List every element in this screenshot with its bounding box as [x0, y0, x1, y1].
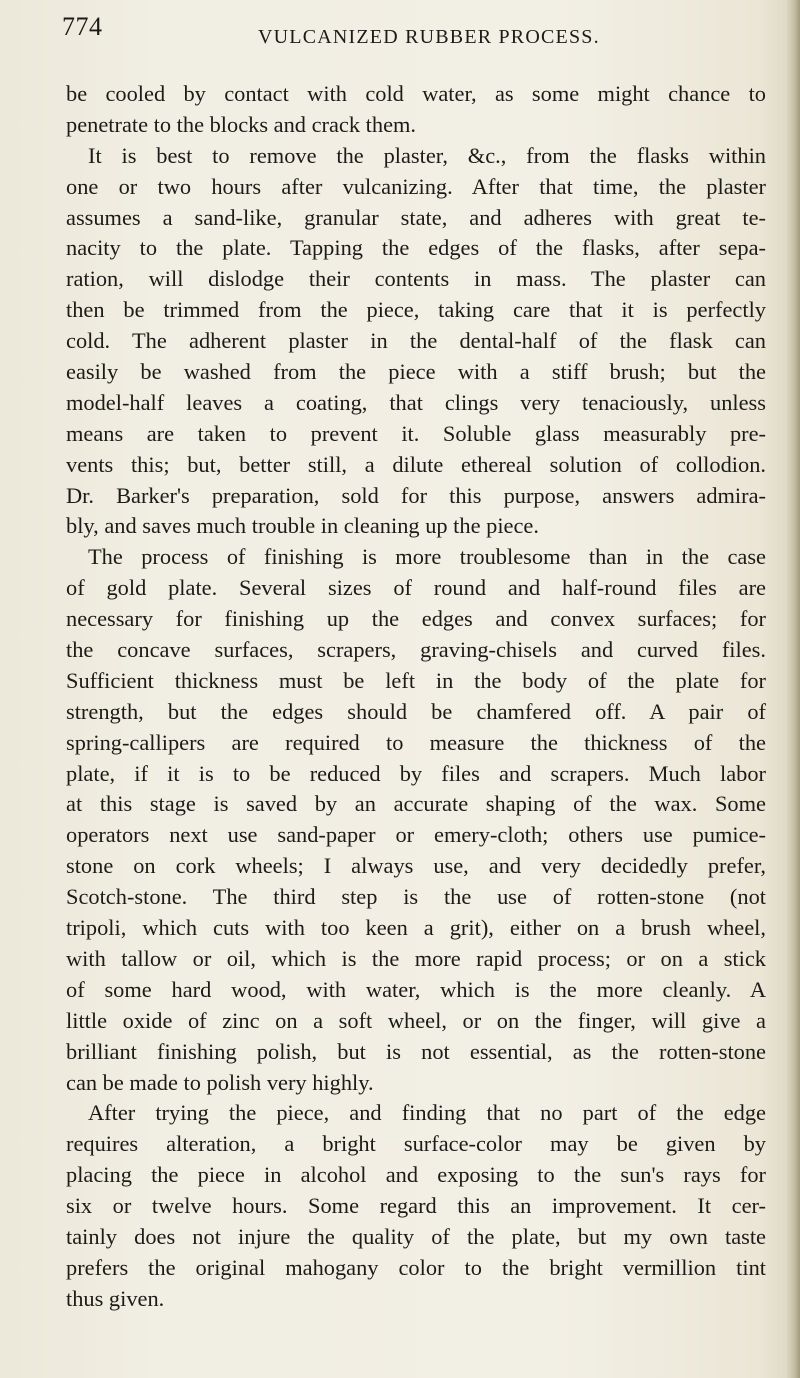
text-line: Sufficient thickness must be left in the body of the plate for	[66, 667, 766, 693]
text-line: It is best to remove the plaster, &c., from the flasks within	[88, 142, 766, 168]
paragraph	[66, 542, 766, 1098]
text-line: means are taken to prevent it. Soluble glass measurably pre-	[66, 420, 766, 446]
text-line: nacity to the plate. Tapping the edges of the flasks, after sepa-	[66, 235, 766, 261]
text-line: operators next use sand-paper or emery-cloth; others use pumice-	[66, 822, 766, 848]
text-line: plate, if it is to be reduced by files and scrapers. Much labor	[66, 760, 766, 786]
text-line: with tallow or oil, which is the more rapid process; or on a stick	[66, 945, 766, 971]
page-edge-shadow	[786, 0, 800, 1378]
text-line: brilliant finishing polish, but is not essential, as the rotten-stone	[66, 1038, 766, 1064]
text-line: little oxide of zinc on a soft wheel, or on the finger, will give a	[66, 1007, 766, 1033]
text-line: then be trimmed from the piece, taking care that it is perfectly	[66, 297, 766, 323]
text-line: The process of finishing is more troublesome than in the case	[88, 544, 766, 570]
text-line: prefers the original mahogany color to the bright vermillion tint	[66, 1254, 766, 1280]
text-line: of gold plate. Several sizes of round and half-round files are	[66, 575, 766, 601]
text-line: Dr. Barker's preparation, sold for this purpose, answers admira-	[66, 482, 766, 508]
text-line: six or twelve hours. Some regard this an improvement. It cer-	[66, 1193, 766, 1219]
text-line: spring-callipers are required to measure the thickness of the	[66, 729, 766, 755]
text-line: vents this; but, better still, a dilute ethereal solution of collodion.	[66, 451, 766, 477]
paragraph	[66, 1098, 766, 1314]
text-line: tripoli, which cuts with too keen a grit), either on a brush wheel,	[66, 915, 766, 941]
text-line: thus given.	[66, 1285, 165, 1311]
text-line: bly, and saves much trouble in cleaning up the piece.	[66, 513, 539, 539]
text-line: placing the piece in alcohol and exposing to the sun's rays for	[66, 1162, 766, 1188]
text-line: cold. The adherent plaster in the dental-half of the flask can	[66, 328, 766, 354]
text-line: ration, will dislodge their contents in mass. The plaster can	[66, 266, 766, 292]
body-text	[66, 79, 766, 1315]
text-line: strength, but the edges should be chamfered off. A pair of	[66, 698, 766, 724]
text-line: Scotch-stone. The third step is the use of rotten-stone (not	[66, 884, 766, 910]
text-line: necessary for finishing up the edges and convex surfaces; for	[66, 606, 766, 632]
page-number: 774	[62, 12, 103, 41]
text-line: be cooled by contact with cold water, as some might chance to	[66, 81, 766, 106]
paragraph	[66, 141, 766, 543]
text-line: one or two hours after vulcanizing. After that time, the plaster	[66, 173, 766, 199]
text-line: easily be washed from the piece with a stiff brush; but the	[66, 359, 766, 385]
text-line: requires alteration, a bright surface-color may be given by	[66, 1131, 766, 1157]
running-title: VULCANIZED RUBBER PROCESS.	[258, 26, 600, 48]
text-line: After trying the piece, and finding that no part of the edge	[88, 1100, 766, 1126]
text-line: can be made to polish very highly.	[66, 1069, 374, 1095]
text-line: tainly does not injure the quality of the plate, but my own taste	[66, 1223, 766, 1249]
text-line: at this stage is saved by an accurate shaping of the wax. Some	[66, 791, 766, 817]
running-header	[62, 12, 782, 50]
text-line: model-half leaves a coating, that clings very tenaciously, unless	[66, 389, 766, 415]
text-line: the concave surfaces, scrapers, graving-chisels and curved files.	[66, 637, 766, 663]
text-line: stone on cork wheels; I always use, and very decidedly prefer,	[66, 853, 766, 879]
text-line: penetrate to the blocks and crack them.	[66, 111, 417, 137]
text-line: assumes a sand-like, granular state, and adheres with great te-	[66, 204, 766, 230]
paragraph	[66, 79, 766, 141]
text-line: of some hard wood, with water, which is the more cleanly. A	[66, 976, 766, 1002]
